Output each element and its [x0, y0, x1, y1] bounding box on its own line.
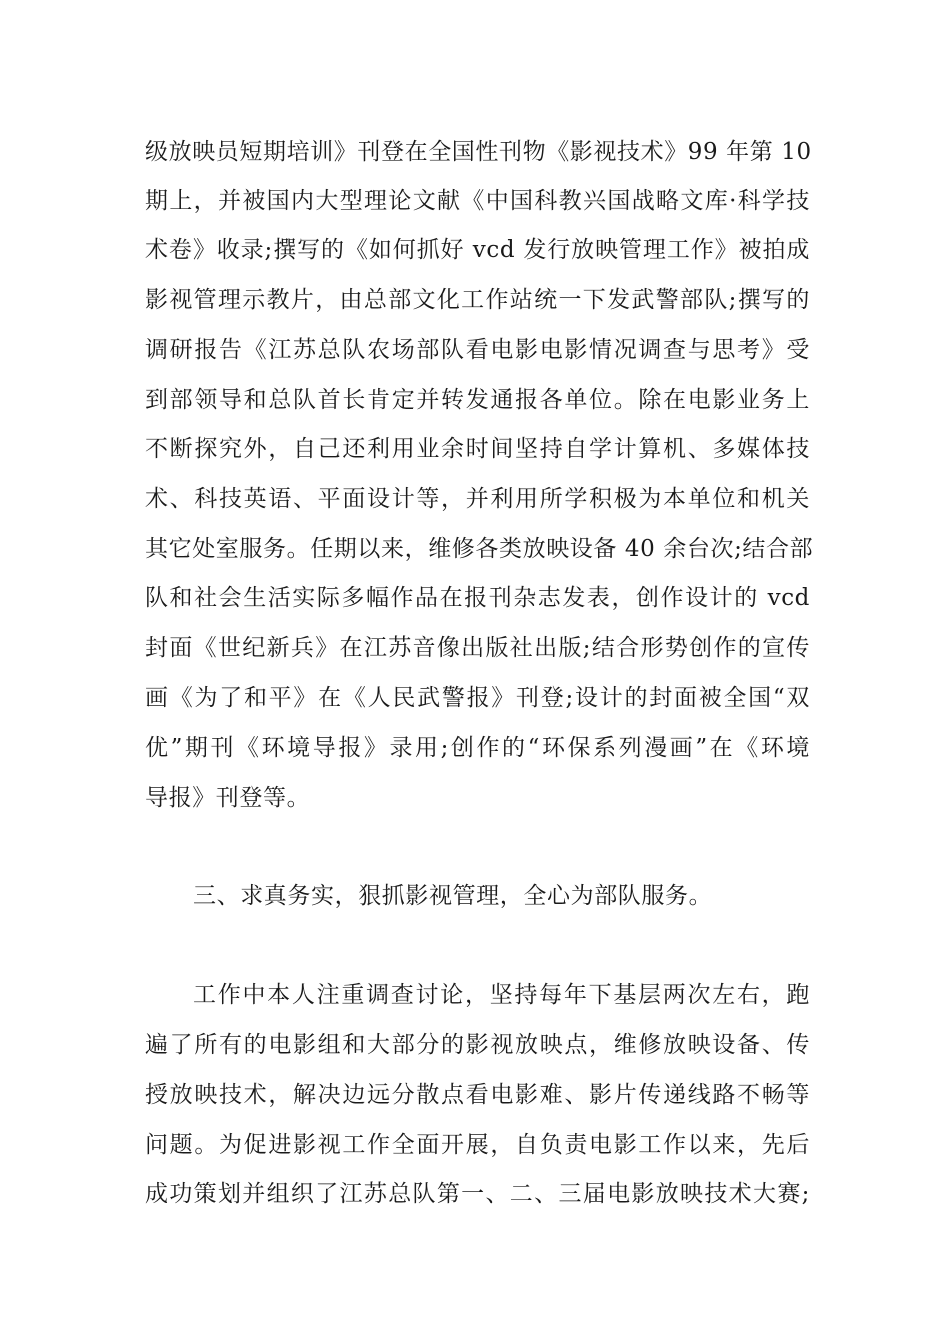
paragraph-line: 到部领导和总队首长肯定并转发通报各单位。除在电影业务上: [145, 387, 810, 413]
paragraph-line: 术卷》收录;撰写的《如何抓好 vcd 发行放映管理工作》被拍成: [145, 237, 810, 263]
paragraph-line: 队和社会生活实际多幅作品在报刊杂志发表，创作设计的 vcd: [145, 585, 810, 611]
paragraph-line: 级放映员短期培训》刊登在全国性刊物《影视技术》99 年第 10: [145, 139, 812, 165]
paragraph-line: 优”期刊《环境导报》录用;创作的“环保系列漫画”在《环境: [145, 735, 810, 761]
paragraph-line: 术、科技英语、平面设计等，并利用所学积极为本单位和机关: [145, 486, 810, 512]
paragraph-line: 导报》刊登等。: [145, 785, 311, 811]
paragraph-line: 不断探究外，自己还利用业余时间坚持自学计算机、多媒体技: [145, 436, 810, 462]
paragraph-line: 问题。为促进影视工作全面开展，自负责电影工作以来，先后: [145, 1132, 810, 1158]
paragraph-line: 授放映技术，解决边远分散点看电影难、影片传递线路不畅等: [145, 1082, 810, 1108]
paragraph-line: 调研报告《江苏总队农场部队看电影电影情况调查与思考》受: [145, 337, 810, 363]
paragraph-line: 期上，并被国内大型理论文献《中国科教兴国战略文库·科学技: [145, 188, 810, 214]
paragraph-line: 封面《世纪新兵》在江苏音像出版社出版;结合形势创作的宣传: [145, 635, 810, 661]
paragraph-line: 遍了所有的电影组和大部分的影视放映点，维修放映设备、传: [145, 1032, 810, 1058]
paragraph-line: 成功策划并组织了江苏总队第一、二、三届电影放映技术大赛;: [145, 1181, 810, 1207]
paragraph-line: 工作中本人注重调查讨论，坚持每年下基层两次左右，跑: [193, 982, 810, 1008]
paragraph-line: 画《为了和平》在《人民武警报》刊登;设计的封面被全国“双: [145, 685, 810, 711]
paragraph-line: 影视管理示教片，由总部文化工作站统一下发武警部队;撰写的: [145, 287, 810, 313]
section-heading: 三、求真务实，狠抓影视管理，全心为部队服务。: [193, 883, 713, 909]
paragraph-line: 其它处室服务。任期以来，维修各类放映设备 40 余台次;结合部: [145, 536, 814, 562]
